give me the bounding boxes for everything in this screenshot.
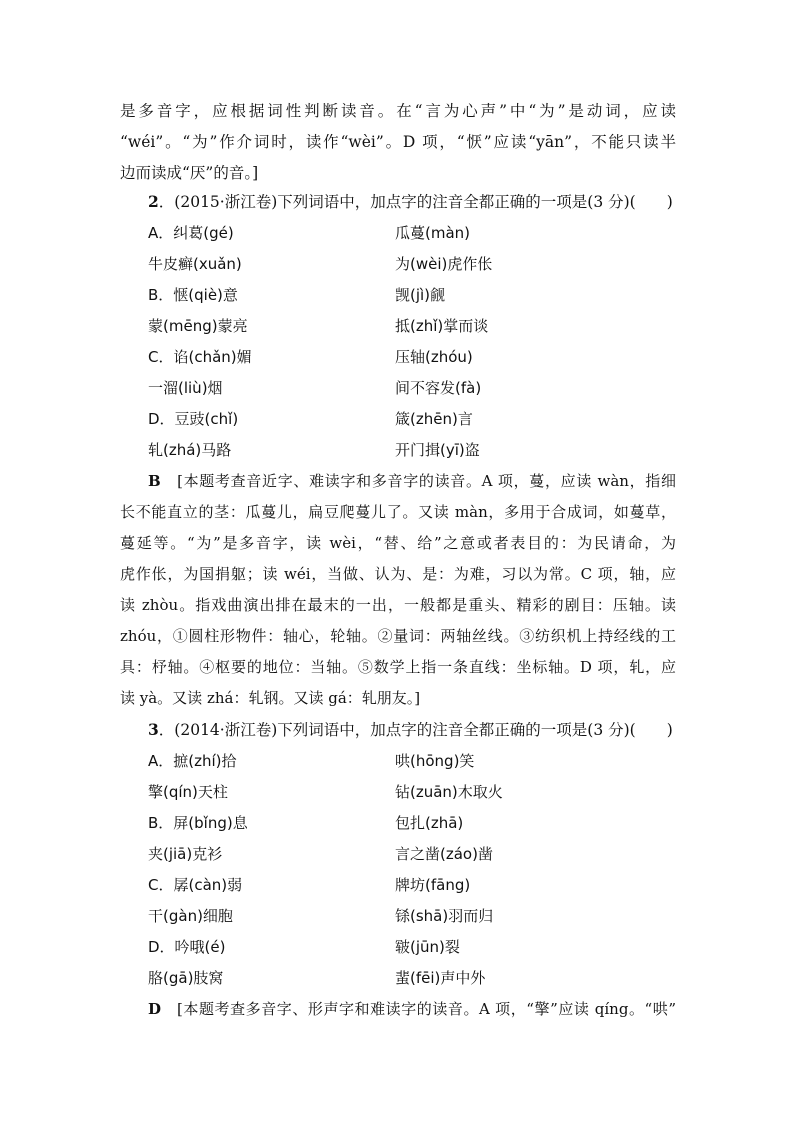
q3-option: A．摭(zhí)拾 <box>148 752 237 770</box>
q3-option: B．屏(bǐng)息 <box>148 814 248 832</box>
q2-option: A．纠葛(gé) <box>148 224 234 242</box>
question-3-stem <box>148 720 673 740</box>
q2-option: B．惬(qiè)意 <box>148 286 238 304</box>
q2-answer-explanation <box>120 466 676 714</box>
q3-option: D．吟哦(é) <box>148 938 226 956</box>
q2-option: 觊(jì)觎 <box>395 286 446 304</box>
q3-option: 胳(gā)肢窝 <box>148 969 224 987</box>
text-line: 具：杼轴。④枢要的地位：当轴。⑤数学上指一条直线：坐标轴。D 项，轧，应 <box>120 658 676 676</box>
q3-option: 哄(hōng)笑 <box>395 752 475 770</box>
q3-option: 擎(qín)天柱 <box>148 783 228 801</box>
q3-option: 皲(jūn)裂 <box>395 938 460 956</box>
q2-option: 压轴(zhóu) <box>395 348 473 366</box>
q2-option: D．豆豉(chǐ) <box>148 410 239 428</box>
q3-option: 钻(zuān)木取火 <box>395 783 503 801</box>
q3-option: 铩(shā)羽而归 <box>395 907 494 925</box>
q2-option: 轧(zhá)马路 <box>148 441 232 459</box>
q2-option: 蒙(mēng)蒙亮 <box>148 317 248 335</box>
question-number: 2 <box>148 192 159 211</box>
q3-option: 蜚(fēi)声中外 <box>395 969 486 987</box>
text-line: 边而读成“厌”的音。] <box>120 164 259 182</box>
q2-option: 瓜蔓(màn) <box>395 224 471 242</box>
text-line: 虎作伥，为国捐躯；读 wéi，当做、认为、是：为难，习以为常。C 项，轴，应 <box>120 565 676 583</box>
continuation-paragraph <box>120 96 676 189</box>
text-line: 读 yà。又读 zhá：轧钢。又读 gá：轧朋友。] <box>120 689 421 707</box>
q3-option: 夹(jiā)克衫 <box>148 845 223 863</box>
question-number: 3 <box>148 720 159 739</box>
q3-option: C．孱(càn)弱 <box>148 876 243 894</box>
q2-option: 箴(zhēn)言 <box>395 410 473 428</box>
q2-option: C．谄(chǎn)媚 <box>148 348 252 366</box>
q2-option: 为(wèi)虎作伥 <box>395 255 493 273</box>
text-line: D [本题考查多音字、形声字和难读字的读音。A 项，“擎”应读 qíng。“哄” <box>148 1000 676 1018</box>
q2-option: 一溜(liù)烟 <box>148 379 223 397</box>
q3-option: 干(gàn)细胞 <box>148 907 233 925</box>
q2-option: 抵(zhǐ)掌而谈 <box>395 317 489 335</box>
text-line: B [本题考查音近字、难读字和多音字的读音。A 项，蔓，应读 wàn，指细 <box>148 472 676 490</box>
q2-option: 开门揖(yī)盗 <box>395 441 480 459</box>
answer-letter: B <box>148 472 161 490</box>
answer-letter: D <box>148 1000 162 1018</box>
q2-option: 间不容发(fà) <box>395 379 482 397</box>
text-line: 蔓延等。“为”是多音字，读 wèi，“替、给”之意或者表目的：为民请命，为 <box>120 534 676 552</box>
question-text: ．(2015·浙江卷)下列词语中，加点字的注音全都正确的一项是(3 分)( ) <box>158 193 673 211</box>
question-2-stem <box>148 192 673 212</box>
q3-option: 牌坊(fāng) <box>395 876 471 894</box>
q3-option: 包扎(zhā) <box>395 814 464 832</box>
text-line: zhóu，①圆柱形物件：轴心，轮轴。②量词：两轴丝线。③纺织机上持经线的工 <box>120 627 676 645</box>
text-line: “wéi”。“为”作介词时，读作“wèi”。D 项，“恹”应读“yān”，不能只读半 <box>120 133 676 151</box>
text-line: 读 zhòu。指戏曲演出排在最末的一出，一般都是重头、精彩的剧目：压轴。读 <box>120 596 676 614</box>
q3-option: 言之凿(záo)凿 <box>395 845 493 863</box>
q2-option: 牛皮癣(xuǎn) <box>148 255 242 273</box>
text-line: 是多音字，应根据词性判断读音。在“言为心声”中“为”是动词，应读 <box>120 102 676 120</box>
q3-answer-explanation <box>120 994 676 1025</box>
text-line: 长不能直立的茎：瓜蔓儿，扁豆爬蔓儿了。又读 màn，多用于合成词，如蔓草， <box>120 503 676 521</box>
question-text: ．(2014·浙江卷)下列词语中，加点字的注音全都正确的一项是(3 分)( ) <box>158 721 673 739</box>
